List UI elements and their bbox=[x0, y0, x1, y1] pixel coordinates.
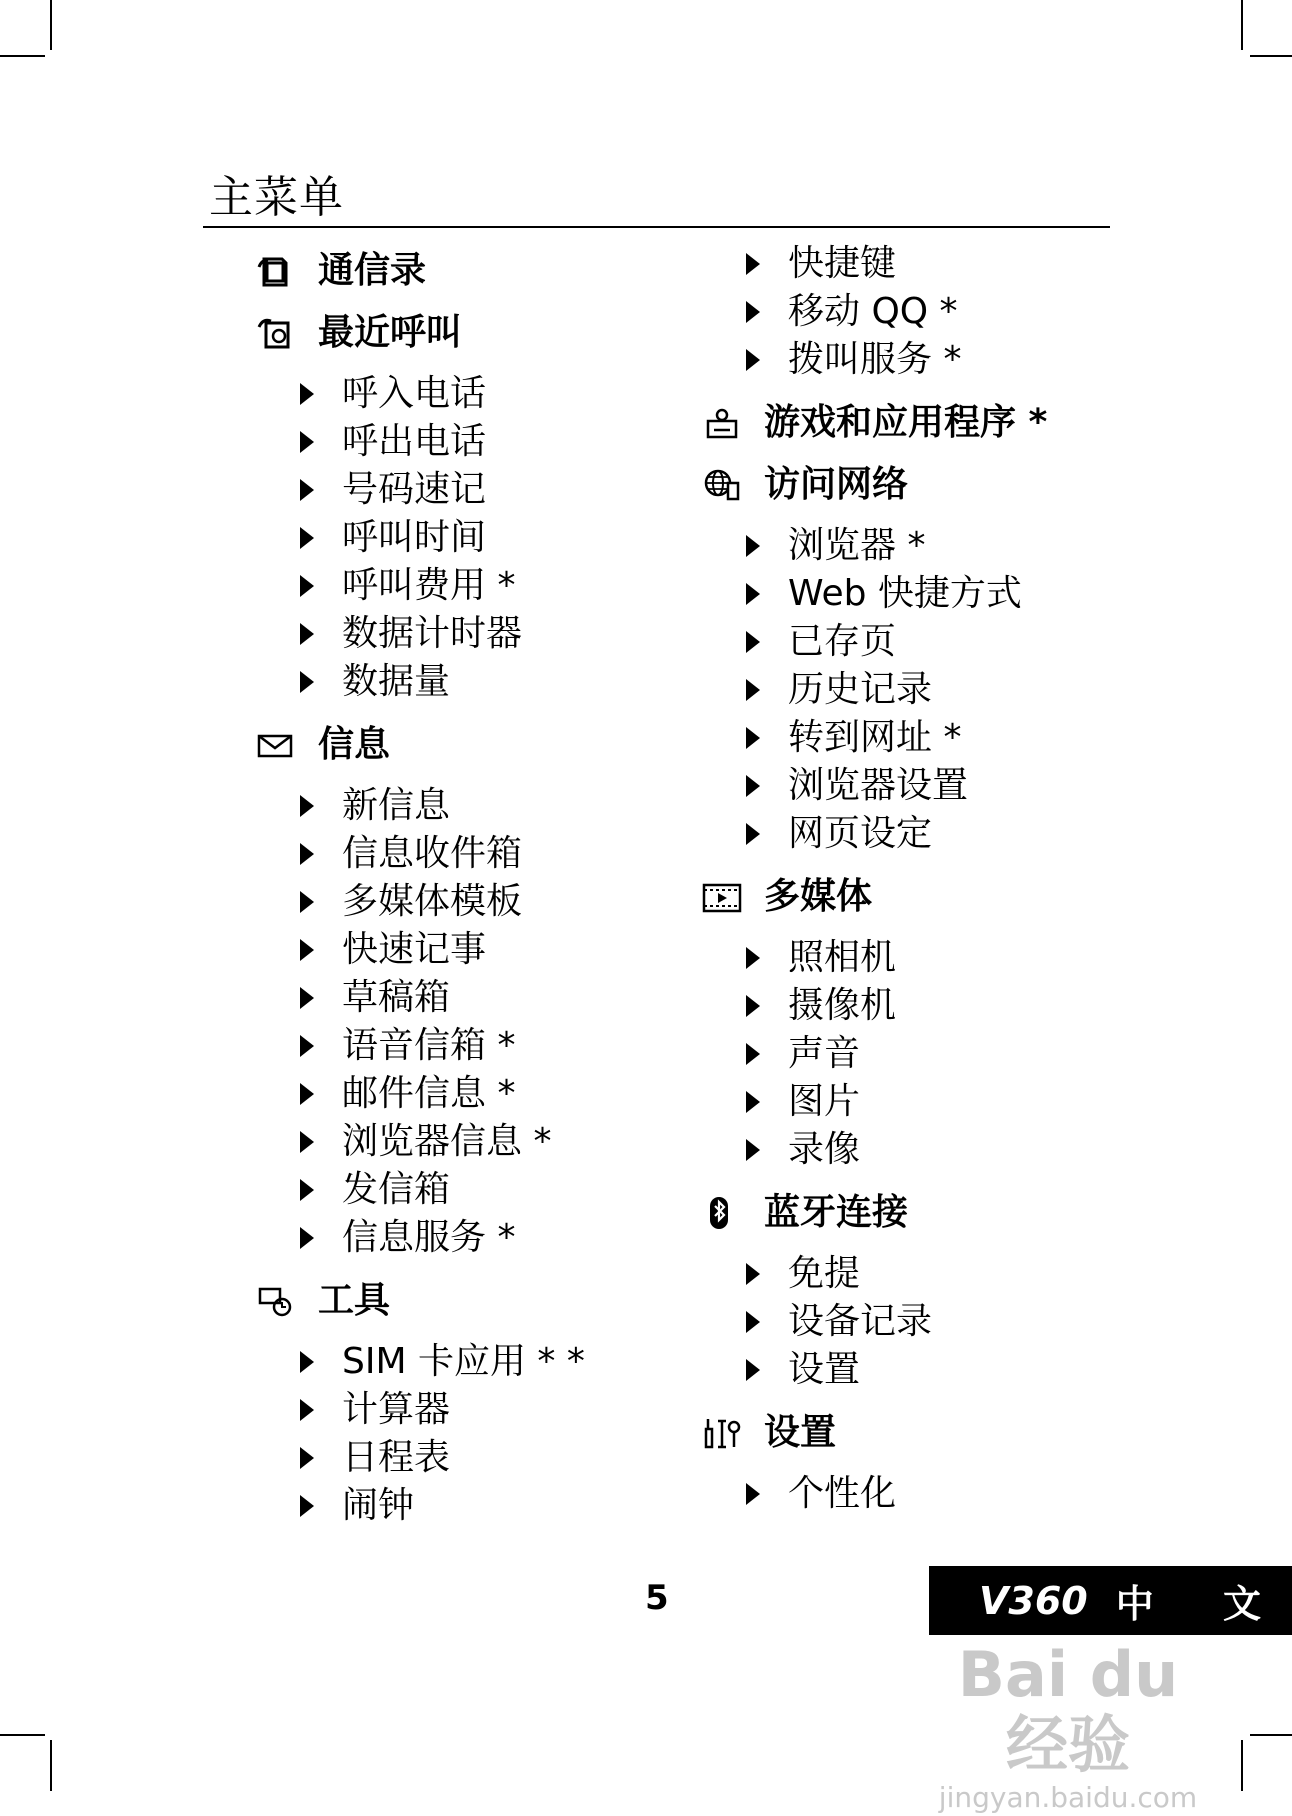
arrow-right-icon bbox=[300, 1447, 314, 1469]
messages-list bbox=[256, 782, 585, 1262]
arrow-right-icon bbox=[746, 1263, 760, 1285]
menu-item-outgoing-calls[interactable]: 呼出电话 bbox=[256, 418, 585, 466]
menu-item-inbox[interactable]: 信息收件箱 bbox=[256, 830, 585, 878]
arrow-right-icon bbox=[746, 823, 760, 845]
arrow-right-icon bbox=[746, 1359, 760, 1381]
arrow-right-icon bbox=[300, 891, 314, 913]
watermark-url: jingyan.baidu.com bbox=[938, 1781, 1198, 1814]
multimedia-icon bbox=[702, 879, 742, 915]
menu-item-new-message[interactable]: 新信息 bbox=[256, 782, 585, 830]
arrow-right-icon bbox=[746, 947, 760, 969]
arrow-right-icon bbox=[300, 575, 314, 597]
arrow-right-icon bbox=[746, 1043, 760, 1065]
arrow-right-icon bbox=[746, 631, 760, 653]
page-title: 主菜单 bbox=[209, 172, 344, 223]
menu-item-go-to-url[interactable]: 转到网址 * bbox=[702, 714, 1047, 762]
arrow-right-icon bbox=[746, 775, 760, 797]
crop-mark bbox=[0, 1734, 45, 1736]
menu-item-call-cost[interactable]: 呼叫费用 * bbox=[256, 562, 585, 610]
section-recent-calls bbox=[256, 302, 585, 364]
menu-item-saved-pages[interactable]: 已存页 bbox=[702, 618, 1047, 666]
menu-item-device-history[interactable]: 设备记录 bbox=[702, 1298, 1047, 1346]
envelope-icon bbox=[256, 727, 296, 763]
menu-item-calculator[interactable]: 计算器 bbox=[256, 1386, 585, 1434]
arrow-right-icon bbox=[300, 1227, 314, 1249]
menu-item-pictures[interactable]: 图片 bbox=[702, 1078, 1047, 1126]
menu-item-voicemail[interactable]: 语音信箱 * bbox=[256, 1022, 585, 1070]
title-rule bbox=[203, 226, 1110, 228]
arrow-right-icon bbox=[300, 1035, 314, 1057]
watermark-mark: Bai du 经验 bbox=[957, 1638, 1179, 1781]
arrow-right-icon bbox=[300, 431, 314, 453]
arrow-right-icon bbox=[746, 1139, 760, 1161]
section-games-apps bbox=[702, 392, 1047, 454]
arrow-right-icon bbox=[300, 987, 314, 1009]
crop-mark bbox=[50, 0, 52, 50]
arrow-right-icon bbox=[300, 383, 314, 405]
menu-item-email-messages[interactable]: 邮件信息 * bbox=[256, 1070, 585, 1118]
crop-mark bbox=[0, 55, 45, 57]
section-label: 蓝牙连接 bbox=[764, 1192, 909, 1233]
arrow-right-icon bbox=[300, 795, 314, 817]
menu-item-mobile-qq[interactable]: 移动 QQ * bbox=[702, 288, 1047, 336]
bluetooth-icon bbox=[702, 1195, 742, 1231]
arrow-right-icon bbox=[746, 727, 760, 749]
arrow-right-icon bbox=[300, 1351, 314, 1373]
right-column bbox=[702, 240, 1047, 1518]
menu-item-web-shortcuts[interactable]: Web 快捷方式 bbox=[702, 570, 1047, 618]
section-label: 工具 bbox=[318, 1280, 391, 1321]
menu-item-data-volume[interactable]: 数据量 bbox=[256, 658, 585, 706]
multimedia-list bbox=[702, 934, 1047, 1174]
games-apps-icon bbox=[702, 405, 742, 441]
menu-item-web-profiles[interactable]: 网页设定 bbox=[702, 810, 1047, 858]
menu-item-video-camera[interactable]: 摄像机 bbox=[702, 982, 1047, 1030]
arrow-right-icon bbox=[746, 1091, 760, 1113]
section-label: 游戏和应用程序 * bbox=[764, 402, 1048, 443]
section-label: 多媒体 bbox=[764, 876, 873, 917]
menu-item-incoming-calls[interactable]: 呼入电话 bbox=[256, 370, 585, 418]
tools-icon bbox=[256, 1283, 296, 1319]
left-column bbox=[256, 240, 585, 1530]
brand-bar bbox=[929, 1566, 1292, 1635]
menu-item-sim-apps[interactable]: SIM 卡应用 * * bbox=[256, 1338, 585, 1386]
arrow-right-icon bbox=[300, 1179, 314, 1201]
arrow-right-icon bbox=[746, 679, 760, 701]
menu-item-browser[interactable]: 浏览器 * bbox=[702, 522, 1047, 570]
section-phonebook bbox=[256, 240, 585, 302]
crop-mark bbox=[1250, 1734, 1292, 1736]
crop-mark bbox=[1250, 55, 1292, 57]
recent-calls-list bbox=[256, 370, 585, 706]
settings-icon bbox=[702, 1415, 742, 1451]
menu-item-shortcuts[interactable]: 快捷键 bbox=[702, 240, 1047, 288]
arrow-right-icon bbox=[746, 1311, 760, 1333]
menu-item-videos[interactable]: 录像 bbox=[702, 1126, 1047, 1174]
web-globe-icon bbox=[702, 467, 742, 503]
web-access-list bbox=[702, 522, 1047, 858]
section-label: 最近呼叫 bbox=[318, 312, 463, 353]
menu-item-outbox[interactable]: 发信箱 bbox=[256, 1166, 585, 1214]
arrow-right-icon bbox=[746, 1483, 760, 1505]
menu-item-dialing-services[interactable]: 拨叫服务 * bbox=[702, 336, 1047, 384]
arrow-right-icon bbox=[300, 939, 314, 961]
arrow-right-icon bbox=[300, 1495, 314, 1517]
section-label: 访问网络 bbox=[764, 464, 909, 505]
menu-item-quick-notes[interactable]: 快速记事 bbox=[256, 926, 585, 974]
arrow-right-icon bbox=[300, 843, 314, 865]
menu-item-sounds[interactable]: 声音 bbox=[702, 1030, 1047, 1078]
section-web-access bbox=[702, 454, 1047, 516]
arrow-right-icon bbox=[300, 527, 314, 549]
continued-list bbox=[702, 240, 1047, 384]
section-label: 通信录 bbox=[318, 250, 427, 291]
arrow-right-icon bbox=[746, 535, 760, 557]
menu-item-mms-templates[interactable]: 多媒体模板 bbox=[256, 878, 585, 926]
menu-item-handsfree[interactable]: 免提 bbox=[702, 1250, 1047, 1298]
menu-item-camera[interactable]: 照相机 bbox=[702, 934, 1047, 982]
menu-item-call-times[interactable]: 呼叫时间 bbox=[256, 514, 585, 562]
section-multimedia bbox=[702, 866, 1047, 928]
arrow-right-icon bbox=[746, 995, 760, 1017]
language-label: 中 文 bbox=[1115, 1582, 1289, 1626]
section-settings bbox=[702, 1402, 1047, 1464]
section-label: 设置 bbox=[764, 1412, 837, 1453]
bluetooth-list bbox=[702, 1250, 1047, 1394]
menu-item-browser-messages[interactable]: 浏览器信息 * bbox=[256, 1118, 585, 1166]
arrow-right-icon bbox=[746, 301, 760, 323]
settings-list bbox=[702, 1470, 1047, 1518]
arrow-right-icon bbox=[300, 1083, 314, 1105]
section-messages bbox=[256, 714, 585, 776]
menu-item-alarm[interactable]: 闹钟 bbox=[256, 1482, 585, 1530]
crop-mark bbox=[50, 1740, 52, 1791]
arrow-right-icon bbox=[300, 479, 314, 501]
tools-list bbox=[256, 1338, 585, 1530]
arrow-right-icon bbox=[746, 583, 760, 605]
arrow-right-icon bbox=[746, 349, 760, 371]
menu-item-data-timer[interactable]: 数据计时器 bbox=[256, 610, 585, 658]
page-number: 5 bbox=[645, 1578, 669, 1618]
section-bluetooth bbox=[702, 1182, 1047, 1244]
arrow-right-icon bbox=[746, 253, 760, 275]
recent-calls-icon bbox=[256, 315, 296, 351]
watermark bbox=[918, 1638, 1218, 1814]
crop-mark bbox=[1241, 0, 1243, 50]
section-label: 信息 bbox=[318, 724, 391, 765]
arrow-right-icon bbox=[300, 623, 314, 645]
menu-item-browser-settings[interactable]: 浏览器设置 bbox=[702, 762, 1047, 810]
menu-item-notepad[interactable]: 号码速记 bbox=[256, 466, 585, 514]
menu-item-info-services[interactable]: 信息服务 * bbox=[256, 1214, 585, 1262]
menu-item-bluetooth-setup[interactable]: 设置 bbox=[702, 1346, 1047, 1394]
menu-item-history[interactable]: 历史记录 bbox=[702, 666, 1047, 714]
arrow-right-icon bbox=[300, 1131, 314, 1153]
crop-mark bbox=[1241, 1740, 1243, 1791]
arrow-right-icon bbox=[300, 1399, 314, 1421]
menu-item-drafts[interactable]: 草稿箱 bbox=[256, 974, 585, 1022]
model-name: V360 bbox=[979, 1578, 1088, 1623]
phonebook-icon bbox=[256, 253, 296, 289]
section-tools bbox=[256, 1270, 585, 1332]
menu-item-personalize[interactable]: 个性化 bbox=[702, 1470, 1047, 1518]
arrow-right-icon bbox=[300, 671, 314, 693]
menu-item-calendar[interactable]: 日程表 bbox=[256, 1434, 585, 1482]
